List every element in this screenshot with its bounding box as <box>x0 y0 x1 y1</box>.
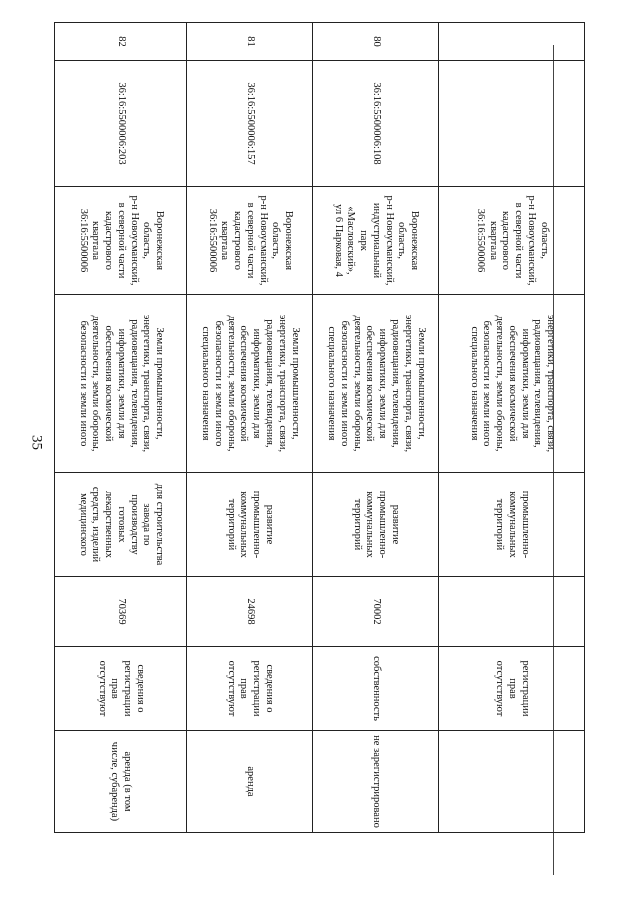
address-cell: Воронежская область, р-н Новоусманский, в северной части кадастрового квартала 36:16:5500006 <box>55 187 187 295</box>
encumbrance-cell <box>439 731 585 833</box>
permitted-use-cell: для строительства завода по производству готовых лекарственных средств, изделий медицинского <box>55 473 187 577</box>
area-cell: 24698 <box>187 577 313 647</box>
area-cell: 70002 <box>313 577 439 647</box>
permitted-use-cell: развитие промышленно- коммунальных территорий <box>187 473 313 577</box>
land-category-cell: Земли промышленности, энергетики, транспорта, связи, радиовещания, телевидения, информатики, земли для обеспечения космической деятельности, земли обороны, безопасности и земли иного специального назначения <box>313 295 439 473</box>
right-type-cell: регистрации прав отсутствуют <box>439 647 585 731</box>
cadastral-number-cell: 36:16:5500006:108 <box>313 61 439 187</box>
cadastral-number-cell: 36:16:5500006:203 <box>55 61 187 187</box>
encumbrance-cell: аренда (в том числе, субаренда) <box>55 731 187 833</box>
area-cell <box>439 577 585 647</box>
land-category-cell: Земли промышленности, энергетики, транспорта, связи, радиовещания, телевидения, информатики, земли для обеспечения космической деятельности, земли обороны, безопасности и земли иного <box>55 295 187 473</box>
row-number-cell <box>439 23 585 61</box>
encumbrance-cell: аренда <box>187 731 313 833</box>
permitted-use-cell: развитие промышленно- коммунальных территорий <box>313 473 439 577</box>
encumbrance-cell: не зарегистрировано <box>313 731 439 833</box>
address-cell: Воронежская область, р-н Новоусманский, в северной части кадастрового квартала 36:16:5500006 <box>187 187 313 295</box>
page-number: 35 <box>28 435 45 450</box>
row-number-cell: 81 <box>187 23 313 61</box>
address-cell: область, р-н Новоусманский, в северной части кадастрового квартала 36:16:5500006 <box>439 187 585 295</box>
land-registry-table <box>54 22 585 833</box>
cadastral-number-cell <box>439 61 585 187</box>
right-type-cell: сведения о регистрации прав отсутствуют <box>55 647 187 731</box>
table-row <box>187 23 313 833</box>
area-cell: 70369 <box>55 577 187 647</box>
table-row <box>439 23 585 833</box>
table-row <box>55 23 187 833</box>
right-type-cell: собственность <box>313 647 439 731</box>
row-number-cell: 82 <box>55 23 187 61</box>
land-category-cell: Земли промышленности, энергетики, транспорта, связи, радиовещания, телевидения, информатики, земли для обеспечения космической деятельности, земли обороны, безопасности и земли иного специального назначения <box>187 295 313 473</box>
permitted-use-cell: промышленно- коммунальных территорий <box>439 473 585 577</box>
table-row <box>313 23 439 833</box>
row-number-cell: 80 <box>313 23 439 61</box>
land-category-cell: энергетики, транспорта, связи, радиовещания, телевидения, информатики, земли для обеспечения космической деятельности, земли обороны, безопасности и земли иного специального назначения <box>439 295 585 473</box>
address-cell: Воронежская область, р-н Новоусманский, индустриальный парк «Масловский», ул 6 Парковая, 4 <box>313 187 439 295</box>
right-type-cell: сведения о регистрации прав отсутствуют <box>187 647 313 731</box>
cadastral-number-cell: 36:16:5500006:157 <box>187 61 313 187</box>
